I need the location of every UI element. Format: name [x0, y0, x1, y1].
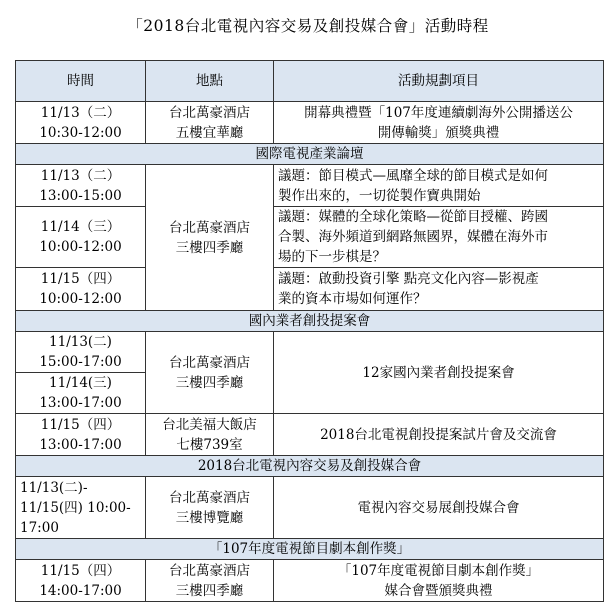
section-title: 2018台北電視內容交易及創投媒合會 — [16, 456, 604, 477]
venue-name: 台北萬豪酒店 — [169, 219, 250, 236]
item-line: 電視內容交易展創投媒合會 — [357, 499, 520, 516]
section-row — [16, 539, 604, 560]
time-text: 10:00-12:00 — [39, 291, 122, 307]
time-cell — [16, 332, 146, 373]
venue-cell — [146, 414, 274, 456]
time-cell — [16, 102, 146, 144]
time-text: 10:30-12:00 — [39, 124, 122, 141]
schedule-table — [15, 60, 604, 602]
item-cell — [274, 165, 604, 207]
venue-name: 台北萬豪酒店 — [169, 354, 250, 371]
time-cell — [16, 165, 146, 207]
venue-cell — [146, 165, 274, 311]
header-place: 地點 — [146, 61, 274, 102]
date-text: 11/15（四） — [40, 562, 121, 579]
item-line: 12家國內業者創投提案會 — [362, 364, 515, 381]
table-row — [16, 477, 604, 539]
time-text: 17:00 — [20, 519, 59, 536]
date-text: 11/13(二)- — [20, 479, 88, 496]
item-cell — [274, 560, 604, 602]
section-row — [16, 144, 604, 165]
time-cell — [16, 207, 146, 268]
section-title: 國內業者創投提案會 — [16, 311, 604, 332]
item-line: 議題：啟動投資引擎 點亮文化內容—影視產 — [278, 271, 539, 287]
item-cell — [274, 477, 604, 539]
item-line: 2018台北電視創投提案試片會及交流會 — [320, 426, 557, 443]
venue-cell — [146, 560, 274, 602]
time-cell — [16, 560, 146, 602]
item-cell — [274, 414, 604, 456]
item-cell — [274, 102, 604, 144]
date-text: 11/13(二) — [49, 334, 112, 350]
section-row — [16, 311, 604, 332]
venue-hall: 三樓四季廳 — [175, 582, 244, 599]
item-line: 議題：媒體的全球化策略—從節目授權、跨國 — [278, 209, 548, 225]
item-line: 「107年度電視節目劇本創作獎」 — [337, 562, 540, 579]
time-text: 13:00-17:00 — [39, 395, 122, 411]
venue-name: 台北美福大飯店 — [162, 416, 257, 433]
time-text: 15:00-17:00 — [39, 354, 122, 370]
table-row — [16, 332, 604, 373]
header-time: 時間 — [16, 61, 146, 102]
time-text: 13:00-17:00 — [39, 436, 122, 453]
time-cell — [16, 414, 146, 456]
date-text: 11/13（二） — [40, 167, 121, 184]
table-row — [16, 560, 604, 602]
section-title: 國際電視產業論壇 — [16, 144, 604, 165]
date-text: 11/15(四) 10:00- — [20, 499, 131, 516]
table-row — [16, 165, 604, 207]
date-text: 11/15（四） — [40, 416, 121, 433]
venue-hall: 三樓四季廳 — [175, 374, 244, 391]
venue-cell — [146, 332, 274, 414]
time-text: 13:00-15:00 — [39, 187, 122, 204]
venue-cell — [146, 102, 274, 144]
header-row — [16, 61, 604, 102]
table-row — [16, 414, 604, 456]
venue-name: 台北萬豪酒店 — [169, 562, 250, 579]
item-line: 場的下一步棋是？ — [278, 249, 386, 265]
venue-hall: 三樓四季廳 — [175, 239, 244, 256]
venue-name: 台北萬豪酒店 — [169, 104, 250, 121]
table-row — [16, 207, 604, 268]
table-row — [16, 268, 604, 311]
item-cell — [274, 268, 604, 311]
item-line: 業的資本市場如何運作？ — [278, 291, 427, 307]
item-line: 開傳輸獎」頒獎典禮 — [377, 124, 500, 141]
table-row — [16, 102, 604, 144]
time-text: 14:00-17:00 — [39, 582, 122, 599]
date-text: 11/15（四） — [40, 271, 121, 287]
page-title: 「2018台北電視內容交易及創投媒合會」活動時程 — [127, 17, 489, 35]
venue-name: 台北萬豪酒店 — [169, 489, 250, 506]
date-text: 11/14（三） — [40, 219, 121, 235]
time-cell — [16, 268, 146, 311]
section-title: 「107年度電視節目劇本創作獎」 — [16, 539, 604, 560]
item-cell — [274, 332, 604, 414]
item-line: 製作出來的，一切從製作寶典開始 — [278, 187, 481, 204]
item-cell — [274, 207, 604, 268]
time-cell — [16, 373, 146, 414]
section-row — [16, 456, 604, 477]
venue-hall: 三樓博覽廳 — [175, 509, 244, 526]
date-text: 11/14(三) — [49, 375, 112, 391]
time-cell — [16, 477, 146, 539]
time-text: 10:00-12:00 — [39, 239, 122, 255]
venue-hall: 七樓739室 — [176, 436, 243, 453]
venue-hall: 五樓宜華廳 — [175, 124, 244, 141]
item-line: 開幕典禮暨「107年度連續劇海外公開播送公 — [304, 104, 573, 121]
item-line: 媒合會暨頒獎典禮 — [384, 582, 493, 599]
item-line: 合製、海外頻道到網路無國界，媒體在海外市 — [278, 229, 548, 245]
header-items: 活動規劃項目 — [274, 61, 604, 102]
venue-cell — [146, 477, 274, 539]
date-text: 11/13（二） — [40, 104, 121, 121]
item-line: 議題：節目模式—風靡全球的節目模式是如何 — [278, 167, 548, 184]
